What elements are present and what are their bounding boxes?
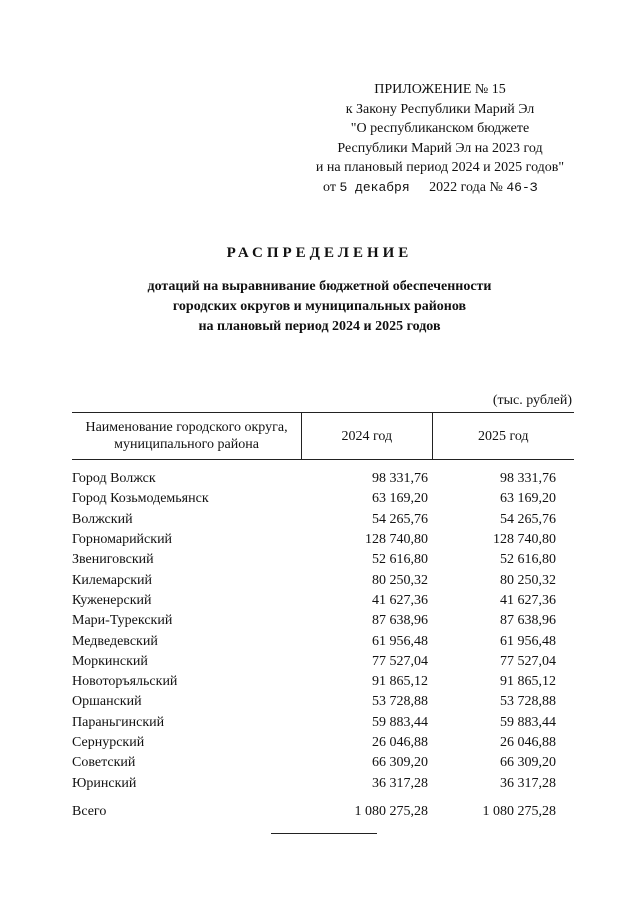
total-2025: 1 080 275,28 <box>482 803 556 819</box>
row-value-2025: 63 169,20 <box>500 491 556 507</box>
row-value-2025: 59 883,44 <box>500 714 556 730</box>
table-row <box>72 530 574 550</box>
row-value-2025: 98 331,76 <box>500 471 556 487</box>
row-value-2024: 63 169,20 <box>372 491 428 507</box>
header-2024: 2024 год <box>302 413 432 460</box>
table-row <box>72 692 574 712</box>
row-name: Горномарийский <box>72 532 173 548</box>
row-value-2024: 66 309,20 <box>372 755 428 771</box>
row-value-2024: 36 317,28 <box>372 775 428 791</box>
row-name: Сернурский <box>72 735 145 750</box>
date-prefix: от <box>323 179 336 195</box>
appendix-law-title-1: "О республиканском бюджете <box>350 121 530 136</box>
row-value-2025: 87 638,96 <box>500 613 556 629</box>
row-value-2024: 61 956,48 <box>372 633 428 649</box>
header-name-line-2: муниципального района <box>114 437 259 452</box>
row-value-2024: 98 331,76 <box>372 471 428 487</box>
row-value-2024: 77 527,04 <box>372 653 428 669</box>
date-year: 2022 года <box>429 179 486 195</box>
row-value-2024: 26 046,88 <box>372 735 428 750</box>
document-heading: РАСПРЕДЕЛЕНИЕ <box>226 245 413 261</box>
number-sign: № <box>489 179 503 195</box>
row-name: Мари-Турекский <box>72 613 173 629</box>
row-value-2025: 52 616,80 <box>500 552 556 568</box>
row-value-2024: 87 638,96 <box>372 613 428 629</box>
table-row <box>72 713 574 733</box>
row-name: Моркинский <box>72 653 148 669</box>
table-row <box>72 510 574 530</box>
row-name: Советский <box>72 755 136 771</box>
row-value-2025: 53 728,88 <box>500 694 556 710</box>
row-value-2025: 41 627,36 <box>500 592 556 608</box>
row-name: Волжский <box>72 511 133 527</box>
row-name: Звениговский <box>72 552 154 568</box>
row-name: Новоторъяльский <box>72 674 178 690</box>
closing-rule <box>271 833 377 834</box>
table-row <box>72 591 574 611</box>
table-body <box>72 460 574 794</box>
row-value-2024: 128 740,80 <box>365 532 428 548</box>
subheading-line-3: на плановый период 2024 и 2025 годов <box>198 319 441 334</box>
total-label: Всего <box>72 803 107 819</box>
header-name <box>72 413 302 460</box>
subheading-line-1: дотаций на выравнивание бюджетной обеспеченности <box>147 279 492 294</box>
subsidy-table <box>72 412 574 822</box>
row-value-2025: 80 250,32 <box>500 572 556 588</box>
row-value-2024: 52 616,80 <box>372 552 428 568</box>
row-value-2025: 66 309,20 <box>500 755 556 771</box>
row-value-2025: 54 265,76 <box>500 511 556 527</box>
row-value-2024: 54 265,76 <box>372 511 428 527</box>
table-row <box>72 753 574 773</box>
header-name-line-1: Наименование городского округа, <box>85 420 288 435</box>
total-row <box>72 794 574 822</box>
appendix-law-title-2: Республики Марий Эл на 2023 год <box>337 140 543 156</box>
appendix-law-reference: к Закону Республики Марий Эл <box>345 101 535 117</box>
table-header-row <box>72 413 574 460</box>
row-value-2025: 61 956,48 <box>500 633 556 649</box>
header-2025: 2025 год <box>432 413 574 460</box>
row-name: Медведевский <box>72 633 158 649</box>
row-value-2025: 128 740,80 <box>493 532 556 548</box>
row-name: Параньгинский <box>72 714 165 730</box>
table-row <box>72 672 574 692</box>
row-value-2024: 91 865,12 <box>372 674 428 690</box>
date-day-month: 5 декабря <box>339 179 410 195</box>
total-2024: 1 080 275,28 <box>354 803 428 819</box>
table-row <box>72 652 574 672</box>
table-row <box>72 611 574 631</box>
row-value-2025: 36 317,28 <box>500 775 556 791</box>
row-name: Килемарский <box>72 572 153 588</box>
row-name: Куженерский <box>72 592 152 608</box>
law-number: 46-З <box>506 179 538 195</box>
row-value-2024: 80 250,32 <box>372 572 428 588</box>
row-name: Оршанский <box>72 694 142 710</box>
table-row <box>72 550 574 570</box>
appendix-header <box>290 80 590 197</box>
subheading-line-2: городских округов и муниципальных районов <box>172 299 467 314</box>
table-row <box>72 733 574 753</box>
table-row <box>72 570 574 590</box>
table-row <box>72 631 574 651</box>
document-subheading <box>0 277 639 337</box>
table-row <box>72 489 574 509</box>
row-name: Город Козьмодемьянск <box>72 491 209 507</box>
appendix-date-line <box>290 178 590 198</box>
table-row <box>72 773 574 793</box>
table-row <box>72 460 574 490</box>
row-value-2024: 53 728,88 <box>372 694 428 710</box>
units-note: (тыс. рублей) <box>492 393 572 408</box>
row-value-2025: 77 527,04 <box>500 653 556 669</box>
row-value-2024: 59 883,44 <box>372 714 428 730</box>
row-value-2025: 91 865,12 <box>500 674 556 690</box>
appendix-number: ПРИЛОЖЕНИЕ № 15 <box>374 82 506 97</box>
row-value-2025: 26 046,88 <box>500 735 556 750</box>
appendix-law-title-3: и на плановый период 2024 и 2025 годов" <box>315 160 565 175</box>
row-name: Город Волжск <box>72 471 156 487</box>
row-name: Юринский <box>72 775 137 791</box>
row-value-2024: 41 627,36 <box>372 592 428 608</box>
